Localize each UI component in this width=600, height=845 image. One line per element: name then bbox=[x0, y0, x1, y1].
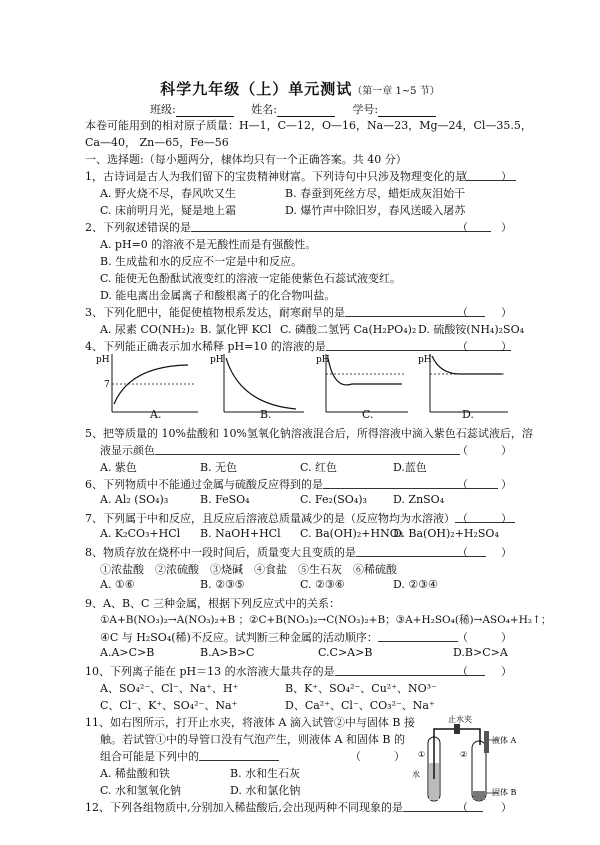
q9-option-a: A.A>C>B bbox=[100, 646, 155, 659]
q7-option-a: A. K₂CO₃+HCl bbox=[100, 527, 181, 540]
q1-option-c: C. 床前明月光，疑是地上霜 bbox=[100, 204, 237, 217]
q4-graph-a bbox=[96, 354, 198, 412]
id-label: 学号: bbox=[352, 103, 379, 116]
fig-liquid-label: 液体 A bbox=[492, 736, 517, 745]
section-heading: 一、选择题:（每小题两分，棣体均只有一个正确答案。共 40 分） bbox=[85, 153, 407, 166]
q9-option-d: D.B>C>A bbox=[453, 646, 508, 659]
q2-option-b: B. 生成盐和水的反应不一定是中和反应。 bbox=[100, 255, 303, 268]
q8-option-a: A. ①⑥ bbox=[100, 578, 135, 591]
q6-option-b: B. FeSO₄ bbox=[200, 493, 250, 506]
q7-option-c: C. Ba(OH)₂+HNO₃ bbox=[300, 527, 404, 540]
q11-line1: 11、如右图所示，打开止水夹，将液体 A 滴入试管②中与固体 B 接 bbox=[85, 716, 416, 729]
q12-answer-paren[interactable]: （ ） bbox=[457, 801, 512, 814]
q10-option-a: A、SO₄²⁻、Cl⁻、Na⁺、H⁺ bbox=[100, 682, 239, 695]
q9-option-c: C.C>A>B bbox=[318, 646, 373, 659]
q11-answer-paren[interactable]: （ ） bbox=[350, 750, 405, 763]
fig-solid-label: 固体 B bbox=[492, 788, 517, 797]
q3-option-d: D. 硫酸铵(NH₄)₂SO₄ bbox=[418, 323, 525, 336]
q6-answer-paren[interactable]: （ ） bbox=[457, 478, 512, 491]
q7-stem: 7、下列属于中和反应，且反应后溶液总质量减少的是（反应物均为水溶液） bbox=[85, 510, 515, 526]
fig-water-label: 水 bbox=[412, 770, 420, 779]
graph-c-ylabel: pH bbox=[316, 355, 330, 365]
q11-option-c: C. 水和氢氧化钠 bbox=[100, 784, 182, 797]
q11-apparatus-figure bbox=[410, 713, 520, 808]
q8-answer-paren[interactable]: （ ） bbox=[457, 546, 512, 559]
q4-graph-b bbox=[210, 354, 304, 412]
graph-a-ylabel: pH bbox=[96, 355, 110, 365]
q2-option-a: A. pH=0 的溶液不是无酸性而是有强酸性。 bbox=[100, 238, 317, 251]
q10-option-d: D、Ca²⁺、Cl⁻、CO₃²⁻、Na⁺ bbox=[285, 699, 435, 712]
q7-option-d: D. Ba(OH)₂+H₂SO₄ bbox=[393, 527, 499, 540]
q2-option-d: D. 能电离出金属离子和酸根离子的化合物叫盐。 bbox=[100, 289, 336, 302]
q3-option-c: C. 磷酸二氢钙 Ca(H₂PO₄)₂ bbox=[280, 323, 417, 336]
q9-eq1: ①A+B(NO₃)₂→A(NO₃)₂+B ；②C+B(NO₃)₂→C(NO₃)₂+B；③A+H₂SO₄(稀)→ASO₄+H₂↑； bbox=[100, 614, 552, 626]
q10-answer-paren[interactable]: （ ） bbox=[457, 665, 512, 678]
q4-label-b: B. bbox=[260, 408, 272, 421]
q11-line2: 触。若试管①中的导管口没有气泡产生，则液体 A 和固体 B 的 bbox=[100, 733, 406, 746]
q8-items: ①浓盐酸 ②浓硫酸 ③烧碱 ④食盐 ⑤生石灰 ⑥稀硫酸 bbox=[100, 563, 397, 576]
graph-a-7: 7 bbox=[104, 380, 110, 390]
q8-option-d: D. ②③④ bbox=[393, 578, 439, 591]
q7-option-b: B. NaOH+HCl bbox=[200, 527, 281, 540]
title-sub: （第一章 1~5 节） bbox=[352, 86, 440, 97]
q3-answer-paren[interactable]: （ ） bbox=[457, 306, 512, 319]
q5-option-d: D.蓝色 bbox=[393, 461, 427, 474]
q3-option-b: B. 氯化钾 KCl bbox=[200, 323, 272, 336]
q9-answer-paren[interactable]: （ ） bbox=[457, 631, 512, 644]
q5-option-c: C. 红色 bbox=[300, 461, 338, 474]
fig-clip-label: 止水夹 bbox=[448, 715, 472, 724]
graph-d-ylabel: pH bbox=[418, 355, 432, 365]
q1-option-b: B. 春蚕到死丝方尽，蜡炬成灰泪始干 bbox=[285, 187, 466, 200]
q11-line3: 组合可能是下列中的 bbox=[100, 748, 279, 764]
q2-stem: 2、下列叙述错误的是 bbox=[85, 219, 491, 235]
fig-tube2-label: ② bbox=[460, 750, 468, 759]
exam-title bbox=[0, 78, 600, 99]
id-blank[interactable] bbox=[378, 106, 436, 117]
q6-option-c: C. Fe₂(SO₄)₃ bbox=[300, 493, 367, 506]
q10-option-b: B、K⁺、SO₄²⁻、Cu²⁺、NO³⁻ bbox=[285, 682, 437, 695]
q2-option-c: C. 能使无色酚酞试液变红的溶液一定能使紫色石蕊试液变红。 bbox=[100, 272, 402, 285]
q6-stem: 6、下列物质中不能通过金属与硫酸反应得到的是 bbox=[85, 476, 498, 492]
q9-stem: 9、A、B、C 三种金属，根据下列反应式中的关系： bbox=[85, 597, 340, 610]
q4-label-c: C. bbox=[362, 408, 374, 421]
q6-option-a: A. Al₂ (SO₄)₃ bbox=[100, 493, 169, 506]
q11-option-b: B. 水和生石灰 bbox=[230, 767, 301, 780]
atomic-mass-line1: 本卷可能用到的相对原子质量：H—1，C—12，O—16，Na—23，Mg—24，Cl—35.5， bbox=[85, 119, 532, 132]
q8-option-c: C. ②③⑥ bbox=[300, 578, 345, 591]
q1-stem: 1，古诗词是古人为我们留下的宝贵精神财富。下列诗句中只涉及物理变化的是 bbox=[85, 168, 516, 184]
q2-answer-paren[interactable]: （ ） bbox=[457, 221, 512, 234]
name-label: 姓名: bbox=[251, 103, 277, 116]
class-blank[interactable] bbox=[176, 106, 234, 117]
atomic-mass-line2: Ca—40， Zn—65，Fe—56 bbox=[85, 136, 229, 149]
q12-stem: 12、下列各组物质中,分别加入稀盐酸后,会出现两种不同现象的是 bbox=[85, 799, 483, 815]
q5-option-a: A. 紫色 bbox=[100, 461, 137, 474]
q3-option-a: A. 尿素 CO(NH₂)₂ bbox=[100, 323, 195, 336]
q1-option-d: D. 爆竹声中除旧岁，春风送暖入屠苏 bbox=[285, 204, 466, 217]
q8-option-b: B. ②③⑤ bbox=[200, 578, 245, 591]
q10-stem: 10、下列离子能在 pH＝13 的水溶液大量共存的是 bbox=[85, 663, 485, 679]
q4-graph-d bbox=[418, 354, 508, 412]
name-blank[interactable] bbox=[277, 106, 335, 117]
q3-stem: 3、下列化肥中，能促使植物根系发达，耐寒耐旱的是 bbox=[85, 304, 485, 320]
q5-answer-paren[interactable]: （ ） bbox=[457, 444, 512, 457]
q5-option-b: B. 无色 bbox=[200, 461, 238, 474]
q1-answer-paren[interactable]: （ ） bbox=[457, 170, 512, 183]
q4-answer-paren[interactable]: （ ） bbox=[457, 340, 512, 353]
title-main: 科学九年级（上）单元测试 bbox=[160, 80, 353, 98]
q4-label-a: A. bbox=[150, 408, 162, 421]
q6-option-d: D. ZnSO₄ bbox=[393, 493, 445, 506]
class-label: 班级: bbox=[150, 103, 176, 116]
graph-b-ylabel: pH bbox=[210, 355, 224, 365]
q4-stem: 4、下列能正确表示加水稀释 pH=10 的溶液的是 bbox=[85, 338, 511, 354]
q1-option-a: A. 野火烧不尽，春风吹又生 bbox=[100, 187, 236, 200]
q5-stem2: 液显示颜色 bbox=[100, 442, 460, 458]
q5-stem: 5、把等质量的 10%盐酸和 10%氢氧化钠溶液混合后，所得溶液中滴入紫色石蕊试液后，溶 bbox=[85, 427, 533, 440]
q9-eq2: ④C 与 H₂SO₄(稀)不反应。试判断三种金属的活动顺序： bbox=[100, 629, 458, 645]
q11-option-a: A. 稀盐酸和铁 bbox=[100, 767, 170, 780]
q4-label-d: D. bbox=[462, 408, 474, 421]
q4-graph-c bbox=[316, 354, 408, 412]
student-info bbox=[150, 101, 450, 117]
fig-tube1-label: ① bbox=[418, 750, 426, 759]
q9-option-b: B.A>B>C bbox=[200, 646, 255, 659]
q10-option-c: C、Cl⁻、K⁺、SO₄²⁻、Na⁺ bbox=[100, 699, 238, 712]
q7-answer-paren[interactable]: （ ） bbox=[457, 512, 512, 525]
q8-stem: 8、物质存放在烧杯中一段时间后，质量变大且变质的是 bbox=[85, 544, 486, 560]
q11-option-d: D. 水和氯化钠 bbox=[230, 784, 301, 797]
